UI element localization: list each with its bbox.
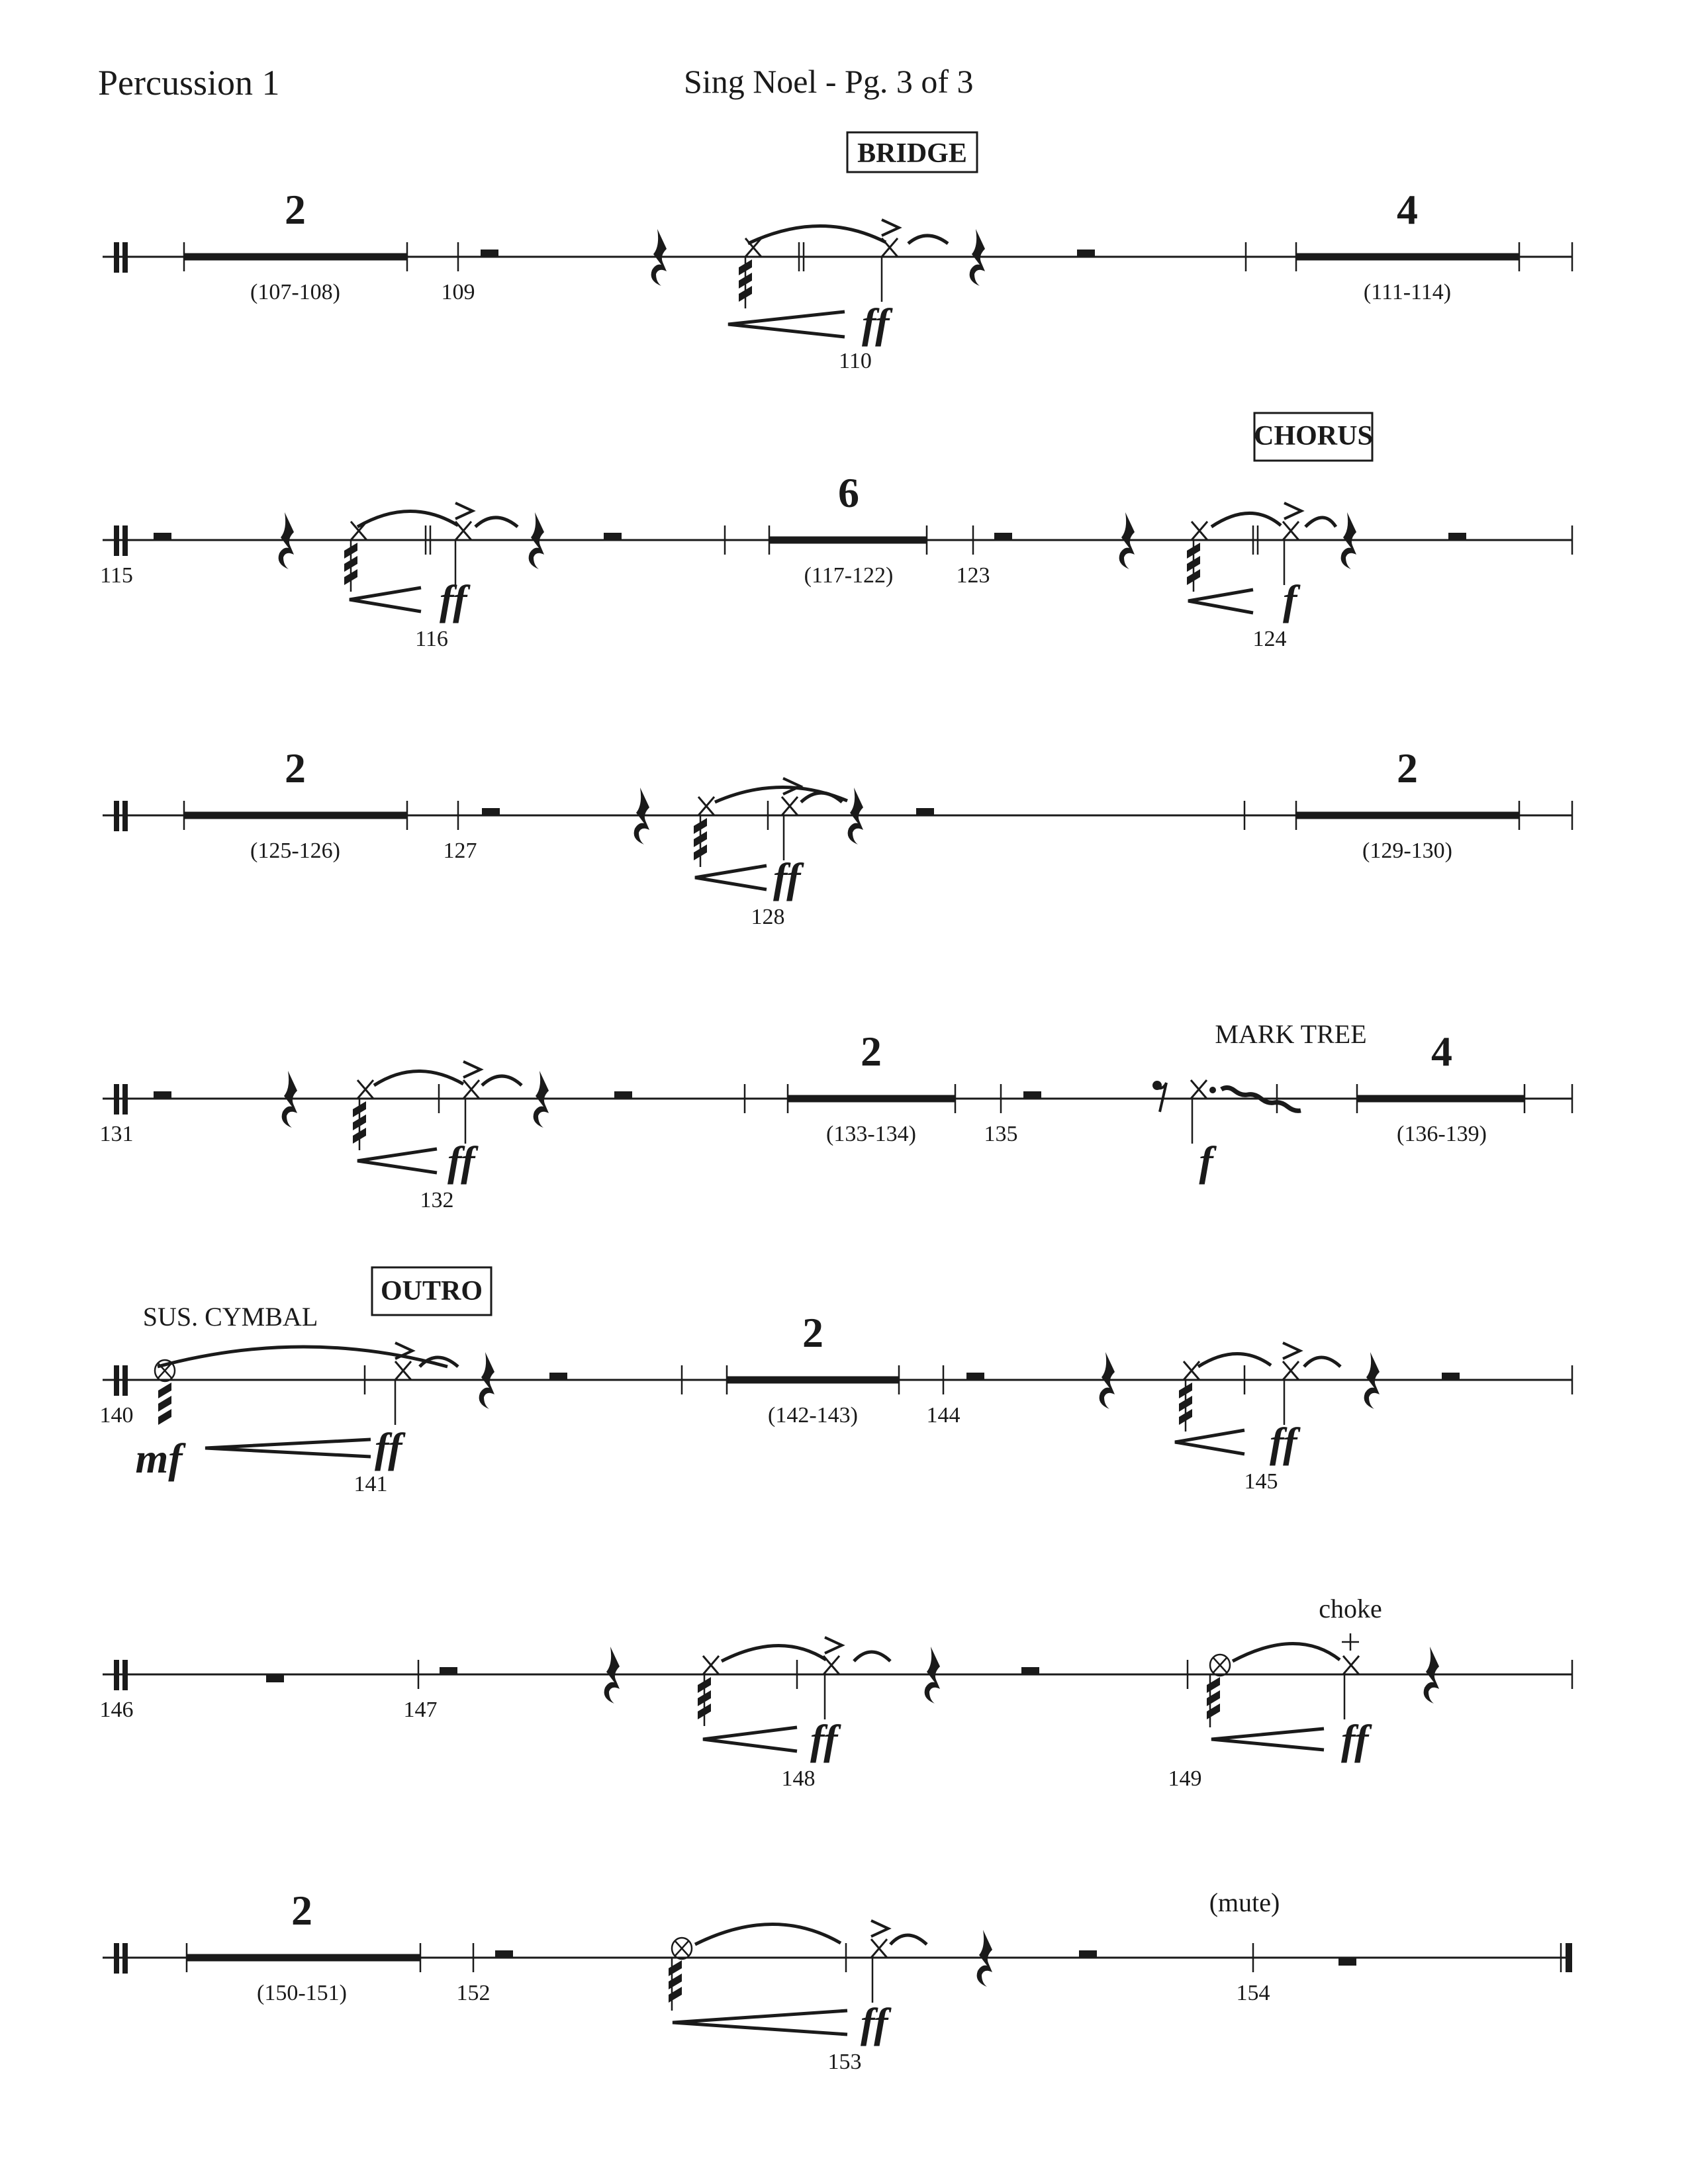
dynamic-ff: ff <box>440 576 467 623</box>
multirest-range: (117-122) <box>804 563 894 588</box>
dynamic-f: f <box>1283 576 1297 623</box>
measure-number: 147 <box>403 1698 438 1722</box>
system-7 <box>103 1887 1572 2074</box>
measure-number: 115 <box>100 563 133 588</box>
final-barline <box>1566 1943 1572 1972</box>
rehearsal-mark-outro <box>372 1267 491 1315</box>
dot-icon <box>1209 1087 1216 1093</box>
instruction-choke: choke <box>1319 1594 1382 1623</box>
measure-number: 153 <box>827 2050 862 2074</box>
multirest-count: 6 <box>838 469 859 516</box>
dynamic-ff: ff <box>773 854 801 901</box>
measure-number: 132 <box>420 1188 454 1212</box>
dynamic-ff: ff <box>1341 1716 1369 1763</box>
dynamic-ff: ff <box>447 1138 475 1185</box>
instruction-sus-cymbal: SUS. CYMBAL <box>142 1302 318 1332</box>
x-notehead-icon <box>882 238 898 257</box>
instruction-mute: (mute) <box>1209 1888 1280 1917</box>
whole-rest-icon <box>1338 1958 1356 1966</box>
multirest-count: 2 <box>1397 745 1418 792</box>
multirest-count: 2 <box>285 745 306 792</box>
measure-number: 154 <box>1236 1981 1270 2005</box>
eighth-rest-icon <box>1152 1081 1166 1112</box>
dynamic-ff: ff <box>375 1424 402 1471</box>
measure-number: 146 <box>99 1698 134 1722</box>
svg-text:OUTRO: OUTRO <box>380 1276 483 1306</box>
half-rest-icon <box>440 1667 457 1674</box>
measure-number: 135 <box>984 1122 1018 1146</box>
measure-number: 110 <box>839 349 872 373</box>
system-5 <box>100 1302 1573 1496</box>
measure-number: 131 <box>99 1122 134 1146</box>
measure-number: 149 <box>1168 1766 1202 1791</box>
system-3 <box>103 745 1572 929</box>
svg-text:BRIDGE: BRIDGE <box>857 138 967 169</box>
multirest-range: (125-126) <box>250 839 340 863</box>
system-6 <box>100 1594 1573 1791</box>
dynamic-f: f <box>1199 1138 1213 1185</box>
measure-number: 123 <box>956 563 990 588</box>
multirest-range: (150-151) <box>257 1981 347 2005</box>
circled-x-notehead-icon <box>1210 1655 1230 1676</box>
multirest-range: (133-134) <box>826 1122 916 1146</box>
dynamic-ff: ff <box>862 300 890 347</box>
multirest-count: 2 <box>285 186 306 233</box>
measure-number: 144 <box>926 1403 961 1428</box>
rehearsal-mark-bridge <box>847 132 977 172</box>
system-2 <box>100 469 1572 651</box>
measure-number: 109 <box>441 280 475 304</box>
system-1 <box>103 186 1572 373</box>
dynamic-ff: ff <box>810 1716 838 1763</box>
svg-text:CHORUS: CHORUS <box>1254 421 1373 451</box>
accent-icon <box>882 220 899 236</box>
measure-number: 140 <box>99 1403 134 1428</box>
circled-x-notehead-icon <box>672 1938 692 1959</box>
multirest-count: 4 <box>1397 186 1418 233</box>
measure-number: 148 <box>781 1766 816 1791</box>
half-rest-icon <box>481 250 498 257</box>
measure-number: 127 <box>443 839 477 863</box>
multirest-range: (111-114) <box>1363 280 1452 304</box>
multirest-range: (129-130) <box>1362 839 1452 863</box>
measure-number: 124 <box>1252 627 1287 651</box>
whole-rest-icon <box>266 1674 284 1682</box>
measure-number: 152 <box>456 1981 491 2005</box>
multirest-count: 2 <box>291 1887 312 1934</box>
dynamic-ff: ff <box>1270 1419 1297 1466</box>
crescendo-hairpin <box>728 312 845 337</box>
multirest-range: (107-108) <box>250 280 340 304</box>
page-title: Sing Noel - Pg. 3 of 3 <box>684 63 974 100</box>
instruction-mark-tree: MARK TREE <box>1215 1019 1367 1049</box>
measure-number: 145 <box>1244 1469 1278 1494</box>
part-name: Percussion 1 <box>98 63 280 103</box>
multirest-count: 4 <box>1431 1028 1452 1075</box>
multirest-range: (136-139) <box>1397 1122 1487 1146</box>
multirest-count: 2 <box>861 1028 882 1075</box>
measure-number: 116 <box>415 627 448 651</box>
dynamic-ff: ff <box>861 1999 888 2046</box>
system-4 <box>100 1019 1573 1212</box>
dynamic-mf: mf <box>135 1435 183 1482</box>
rehearsal-mark-chorus <box>1254 413 1373 461</box>
multirest-range: (142-143) <box>768 1403 858 1428</box>
measure-number: 141 <box>353 1472 388 1496</box>
multirest-count: 2 <box>802 1309 823 1356</box>
choke-plus-icon <box>1342 1633 1359 1651</box>
measure-number: 128 <box>751 905 785 929</box>
